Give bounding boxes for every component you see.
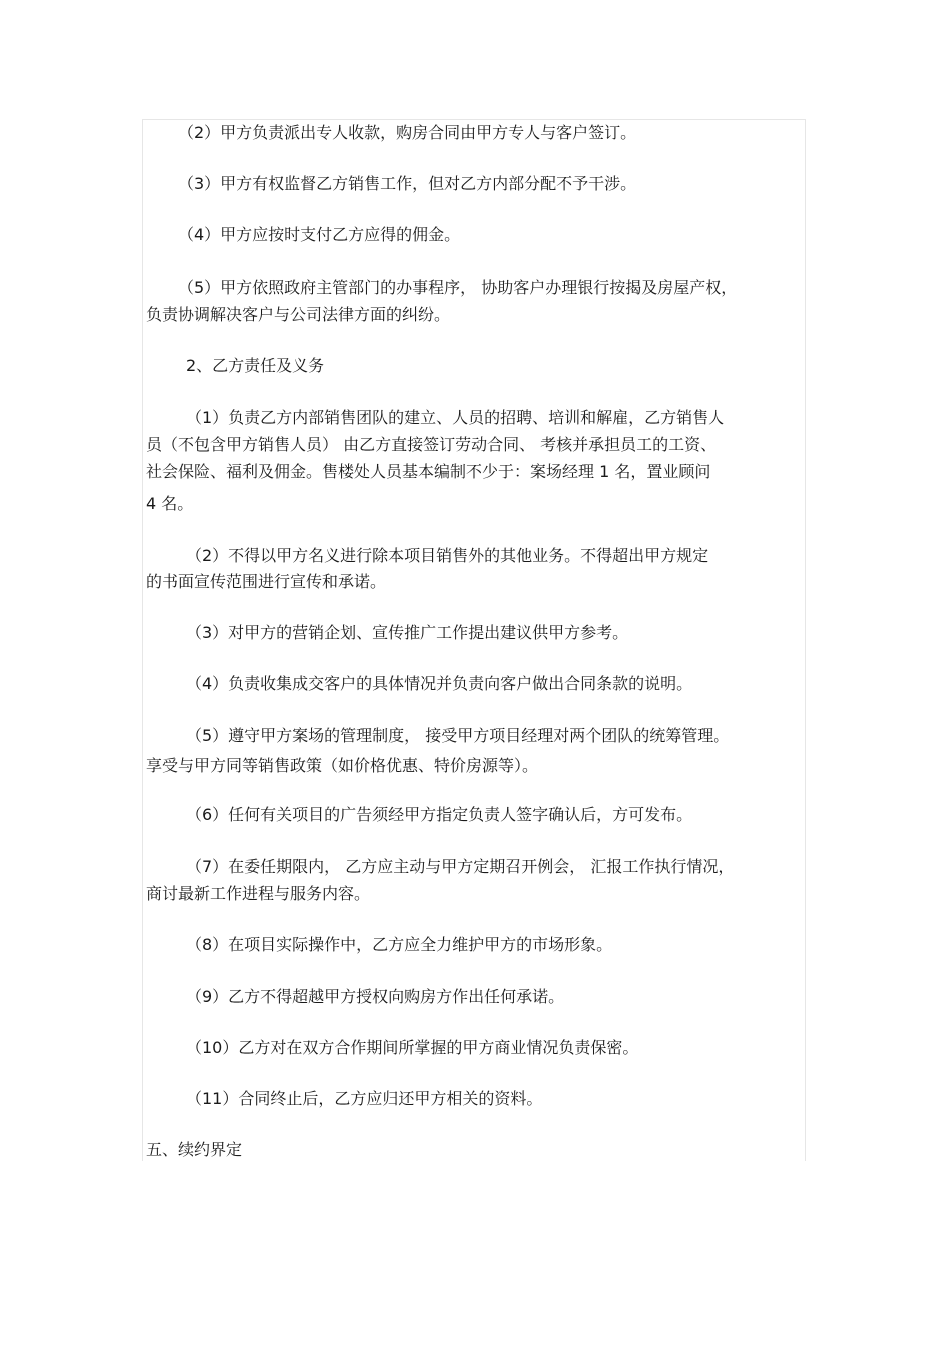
text-line: 商讨最新工作进程与服务内容。 bbox=[146, 884, 371, 903]
text-line: （5）遵守甲方案场的管理制度， 接受甲方项目经理对两个团队的统筹管理。 bbox=[186, 726, 730, 745]
text-line: 4 名。 bbox=[146, 494, 194, 513]
text-line: 负责协调解决客户与公司法律方面的纠纷。 bbox=[146, 305, 451, 324]
text-line: （11）合同终止后，乙方应归还甲方相关的资料。 bbox=[186, 1089, 543, 1108]
text-line: （1）负责乙方内部销售团队的建立、人员的招聘、培训和解雇，乙方销售人 bbox=[186, 408, 725, 427]
text-line: （5）甲方依照政府主管部门的办事程序， 协助客户办理银行按揭及房屋产权， bbox=[178, 278, 738, 297]
text-line: （3）对甲方的营销企划、宣传推广工作提出建议供甲方参考。 bbox=[186, 623, 629, 642]
text-line: （3）甲方有权监督乙方销售工作，但对乙方内部分配不予干涉。 bbox=[178, 174, 637, 193]
text-line: 员（不包含甲方销售人员） 由乙方直接签订劳动合同、 考核并承担员工的工资、 bbox=[146, 435, 717, 454]
text-line: 社会保险、福利及佣金。售楼处人员基本编制不少于：案场经理 1 名，置业顾问 bbox=[146, 462, 711, 481]
text-line: （4）负责收集成交客户的具体情况并负责向客户做出合同条款的说明。 bbox=[186, 674, 693, 693]
text-line: （2）不得以甲方名义进行除本项目销售外的其他业务。不得超出甲方规定 bbox=[186, 546, 709, 565]
text-line: （4）甲方应按时支付乙方应得的佣金。 bbox=[178, 225, 461, 244]
text-line: （6）任何有关项目的广告须经甲方指定负责人签字确认后，方可发布。 bbox=[186, 805, 693, 824]
section-heading: 五、续约界定 bbox=[146, 1140, 243, 1159]
text-line: （9）乙方不得超越甲方授权向购房方作出任何承诺。 bbox=[186, 987, 565, 1006]
text-line: 的书面宣传范围进行宣传和承诺。 bbox=[146, 572, 387, 591]
text-line: （10）乙方对在双方合作期间所掌握的甲方商业情况负责保密。 bbox=[186, 1038, 639, 1057]
text-line: （2）甲方负责派出专人收款，购房合同由甲方专人与客户签订。 bbox=[178, 123, 637, 142]
section-heading: 2、乙方责任及义务 bbox=[186, 356, 325, 375]
text-line: （7）在委任期限内， 乙方应主动与甲方定期召开例会， 汇报工作执行情况， bbox=[186, 857, 735, 876]
text-line: （8）在项目实际操作中，乙方应全力维护甲方的市场形象。 bbox=[186, 935, 613, 954]
text-line: 享受与甲方同等销售政策（如价格优惠、特价房源等）。 bbox=[146, 756, 539, 775]
